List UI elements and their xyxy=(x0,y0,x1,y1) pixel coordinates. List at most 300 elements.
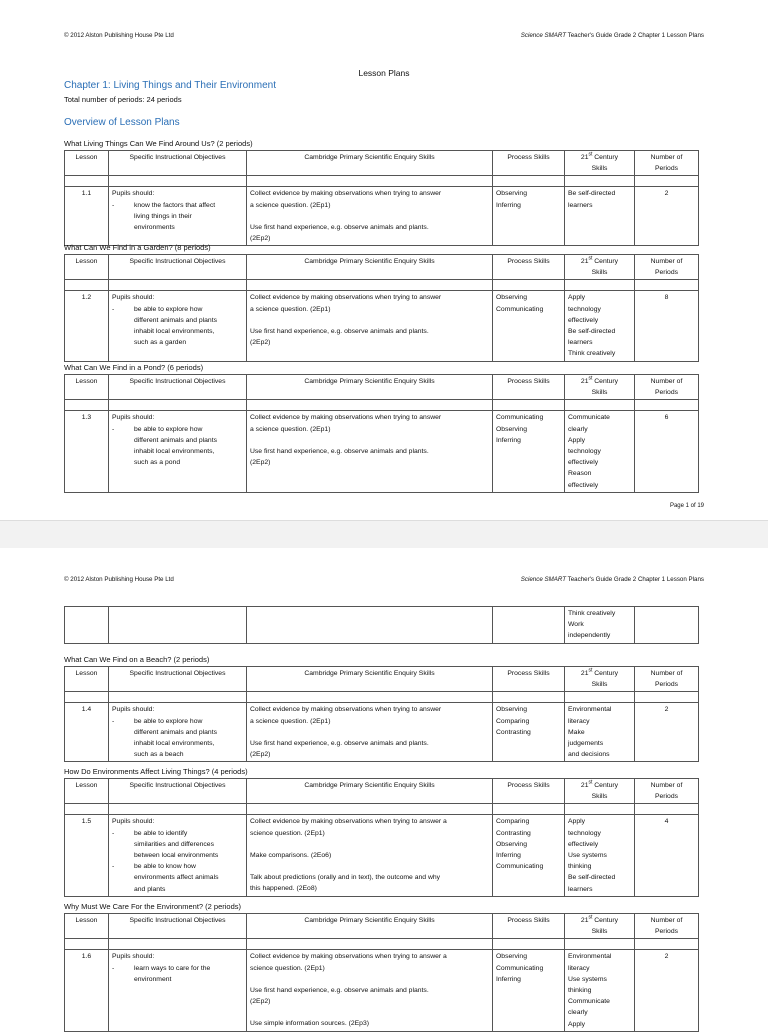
objectives-cell xyxy=(109,411,247,492)
objective-item xyxy=(112,200,243,234)
spacer-cell xyxy=(65,804,109,815)
col-header-enquiry: Cambridge Primary Scientific Enquiry Skills xyxy=(247,667,493,692)
spacer-cell xyxy=(565,692,635,703)
century-header-line2: Skills xyxy=(591,681,608,689)
lesson-table xyxy=(64,374,699,493)
lesson-table xyxy=(64,254,699,362)
periods-header-line2: Periods xyxy=(654,793,679,801)
objectives-cell xyxy=(109,607,247,644)
col-header-periods xyxy=(635,914,699,939)
century-header-line1 xyxy=(568,376,631,387)
process-skill: Communicating xyxy=(496,863,544,871)
spacer-cell xyxy=(493,176,565,187)
objective-line: such as a pond xyxy=(134,459,181,467)
century-skill: effectively xyxy=(568,316,599,324)
century-header-line1 xyxy=(568,152,631,163)
century-skill: Environmental xyxy=(568,706,612,714)
century-cell xyxy=(565,607,635,644)
objectives-cell xyxy=(109,187,247,246)
century-skill: Communicate xyxy=(568,414,610,422)
century-cell xyxy=(565,411,635,492)
chapter-title: Chapter 1: Living Things and Their Environment xyxy=(64,80,276,91)
enquiry-line: Use simple information sources. (2Ep3) xyxy=(250,1020,369,1028)
table-row xyxy=(65,187,699,246)
century-number: 21 xyxy=(580,782,589,789)
century-suffix: st xyxy=(588,375,593,382)
century-suffix: st xyxy=(588,914,593,921)
bullet-dash: - xyxy=(112,717,115,725)
lesson-cell: 1.2 xyxy=(65,291,109,361)
process-skill: Inferring xyxy=(496,436,521,444)
col-header-periods xyxy=(635,667,699,692)
century-header-line2: Skills xyxy=(591,928,608,936)
paragraph-gap xyxy=(250,839,489,850)
enquiry-cell xyxy=(247,607,493,644)
century-skill: effectively xyxy=(568,459,599,467)
objectives-intro: Pupils should: xyxy=(112,294,155,302)
objective-text xyxy=(120,963,243,985)
table-spacer-row xyxy=(65,939,699,950)
enquiry-line: Collect evidence by making observations when trying to answer xyxy=(250,190,442,198)
century-word: Century xyxy=(594,154,619,161)
century-number: 21 xyxy=(580,258,589,265)
enquiry-line: a science question. (2Ep1) xyxy=(250,201,331,209)
table-spacer-row xyxy=(65,400,699,411)
spacer-cell xyxy=(247,176,493,187)
objective-line: different animals and plants xyxy=(134,316,217,324)
periods-cell: 8 xyxy=(635,291,699,361)
spacer-cell xyxy=(493,692,565,703)
century-skill: technology xyxy=(568,305,601,313)
col-header-century xyxy=(565,779,635,804)
col-header-process: Process Skills xyxy=(493,779,565,804)
process-skill: Observing xyxy=(496,190,527,198)
enquiry-line: Collect evidence by making observations when trying to answer xyxy=(250,294,442,302)
spacer-cell xyxy=(493,280,565,291)
col-header-lesson: Lesson xyxy=(65,779,109,804)
table-row xyxy=(65,607,699,644)
col-header-lesson: Lesson xyxy=(65,255,109,280)
section-title: What Can We Find in a Garden? (8 periods) xyxy=(64,243,211,252)
objective-line: environments affect animals xyxy=(134,874,219,882)
table-row xyxy=(65,411,699,492)
header-brand: Science SMART xyxy=(520,576,567,583)
century-skill: Think creatively xyxy=(568,350,616,358)
spacer-cell xyxy=(635,939,699,950)
col-header-process: Process Skills xyxy=(493,255,565,280)
century-header-line1 xyxy=(568,668,631,679)
enquiry-line: Use first hand experience, e.g. observe animals and plants. xyxy=(250,223,429,231)
col-header-process: Process Skills xyxy=(493,914,565,939)
periods-header-line2: Periods xyxy=(654,681,679,689)
section-title: What Can We Find in a Pond? (6 periods) xyxy=(64,363,204,372)
century-skill: Apply xyxy=(568,436,586,444)
col-header-century xyxy=(565,255,635,280)
table-header-row xyxy=(65,914,699,939)
col-header-process: Process Skills xyxy=(493,151,565,176)
spacer-cell xyxy=(109,280,247,291)
bullet-dash: - xyxy=(112,305,115,313)
col-header-objectives: Specific Instructional Objectives xyxy=(109,255,247,280)
objective-line: similarities and differences xyxy=(134,840,214,848)
header-guide-title xyxy=(521,32,704,39)
process-cell xyxy=(493,703,565,762)
century-cell xyxy=(565,703,635,762)
century-skill: Use systems xyxy=(568,852,607,860)
century-skill: thinking xyxy=(568,863,592,871)
table-header-row xyxy=(65,375,699,400)
enquiry-line: Talk about predictions (orally and in text), the outcome and why xyxy=(250,874,441,882)
objectives-cell xyxy=(109,703,247,762)
objective-line: between local environments xyxy=(134,852,219,860)
objective-item xyxy=(112,716,243,761)
section-title: How Do Environments Affect Living Things? (4 periods) xyxy=(64,767,248,776)
century-cell xyxy=(565,815,635,896)
objective-text xyxy=(120,424,243,469)
objective-item xyxy=(112,861,243,895)
process-cell xyxy=(493,291,565,361)
header-guide-rest: Teacher's Guide Grade 2 Chapter 1 Lesson Plans xyxy=(567,576,704,583)
enquiry-cell xyxy=(247,815,493,896)
spacer-cell xyxy=(635,400,699,411)
century-skill: Communicate xyxy=(568,998,610,1006)
periods-header-line1: Number of xyxy=(650,670,683,677)
table-spacer-row xyxy=(65,804,699,815)
century-line: independently xyxy=(568,632,611,640)
enquiry-line: (2Ep2) xyxy=(250,235,271,243)
spacer-cell xyxy=(635,176,699,187)
table-spacer-row xyxy=(65,692,699,703)
century-skill: technology xyxy=(568,448,601,456)
objective-item xyxy=(112,963,243,985)
spacer-cell xyxy=(65,400,109,411)
enquiry-line: Use first hand experience, e.g. observe animals and plants. xyxy=(250,327,429,335)
century-suffix: st xyxy=(588,667,593,674)
objective-line: environment xyxy=(134,975,172,983)
objective-line: such as a garden xyxy=(134,339,187,347)
century-cell xyxy=(565,950,635,1031)
objective-line: be able to know how xyxy=(134,863,196,871)
process-skill: Inferring xyxy=(496,201,521,209)
enquiry-line: a science question. (2Ep1) xyxy=(250,425,331,433)
enquiry-cell xyxy=(247,291,493,361)
doc-title: Lesson Plans xyxy=(358,68,410,78)
century-line: Think creatively xyxy=(568,610,616,617)
spacer-cell xyxy=(109,400,247,411)
century-header-line1 xyxy=(568,915,631,926)
spacer-cell xyxy=(565,176,635,187)
header-copyright: © 2012 Alston Publishing House Pte Ltd xyxy=(64,32,174,39)
spacer-cell xyxy=(109,804,247,815)
page-footer: Page 1 of 19 xyxy=(669,503,704,509)
section-title: What Can We Find on a Beach? (2 periods) xyxy=(64,655,210,664)
paragraph-gap xyxy=(250,315,489,326)
spacer-cell xyxy=(565,804,635,815)
century-skill: learners xyxy=(568,201,593,209)
periods-header-line1: Number of xyxy=(650,258,683,265)
col-header-lesson: Lesson xyxy=(65,914,109,939)
spacer-cell xyxy=(247,280,493,291)
lesson-table xyxy=(64,778,699,897)
overview-title: Overview of Lesson Plans xyxy=(64,117,180,128)
col-header-objectives: Specific Instructional Objectives xyxy=(109,914,247,939)
section-title: What Living Things Can We Find Around Us? (2 periods) xyxy=(64,139,253,148)
spacer-cell xyxy=(565,939,635,950)
century-skill: judgements xyxy=(568,740,604,748)
century-skill: effectively xyxy=(568,840,599,848)
century-skill: clearly xyxy=(568,1009,588,1017)
spacer-cell xyxy=(635,692,699,703)
century-skill: clearly xyxy=(568,425,588,433)
century-word: Century xyxy=(594,782,619,789)
objective-item xyxy=(112,304,243,349)
header-guide-title xyxy=(521,576,704,583)
col-header-century xyxy=(565,914,635,939)
century-skill: learners xyxy=(568,885,593,893)
process-skill: Communicating xyxy=(496,414,544,422)
enquiry-line: Use first hand experience, e.g. observe animals and plants. xyxy=(250,739,429,747)
objective-line: know the factors that affect xyxy=(134,201,216,209)
col-header-objectives: Specific Instructional Objectives xyxy=(109,375,247,400)
table-header-row xyxy=(65,779,699,804)
century-cell xyxy=(565,291,635,361)
bullet-dash: - xyxy=(112,829,115,837)
paragraph-gap xyxy=(250,727,489,738)
table-spacer-row xyxy=(65,176,699,187)
century-skill: Apply xyxy=(568,818,586,826)
process-skill: Contrasting xyxy=(496,728,531,736)
objectives-intro: Pupils should: xyxy=(112,414,155,422)
enquiry-line: (2Ep2) xyxy=(250,751,271,759)
century-skill: Reason xyxy=(568,470,592,478)
objectives-cell xyxy=(109,950,247,1031)
enquiry-cell xyxy=(247,703,493,762)
process-skill: Inferring xyxy=(496,975,521,983)
enquiry-line: a science question. (2Ep1) xyxy=(250,305,331,313)
spacer-cell xyxy=(493,804,565,815)
century-header-line2: Skills xyxy=(591,793,608,801)
objective-line: inhabit local environments, xyxy=(134,740,215,748)
objective-line: inhabit local environments, xyxy=(134,328,215,336)
col-header-enquiry: Cambridge Primary Scientific Enquiry Skills xyxy=(247,151,493,176)
spacer-cell xyxy=(65,692,109,703)
col-header-periods xyxy=(635,255,699,280)
table-row xyxy=(65,703,699,762)
process-cell xyxy=(493,815,565,896)
header-copyright: © 2012 Alston Publishing House Pte Ltd xyxy=(64,576,174,583)
col-header-periods xyxy=(635,779,699,804)
total-periods: Total number of periods: 24 periods xyxy=(64,95,182,104)
objectives-cell xyxy=(109,291,247,361)
col-header-objectives: Specific Instructional Objectives xyxy=(109,667,247,692)
col-header-process: Process Skills xyxy=(493,375,565,400)
spacer-cell xyxy=(247,804,493,815)
objective-line: living things in their xyxy=(134,212,192,220)
enquiry-line: science question. (2Ep1) xyxy=(250,964,325,972)
enquiry-line: Collect evidence by making observations when trying to answer xyxy=(250,414,442,422)
process-skill: Comparing xyxy=(496,717,530,725)
lesson-cell: 1.1 xyxy=(65,187,109,246)
table-spacer-row xyxy=(65,280,699,291)
section-title: Why Must We Care For the Environment? (2 periods) xyxy=(64,902,242,911)
objective-line: such as a beach xyxy=(134,751,184,759)
spacer-cell xyxy=(65,280,109,291)
century-skill: Use systems xyxy=(568,975,607,983)
paragraph-gap xyxy=(250,211,489,222)
century-skill: Apply xyxy=(568,294,586,302)
process-skill: Observing xyxy=(496,425,527,433)
objective-line: be able to identify xyxy=(134,829,188,837)
century-skill: literacy xyxy=(568,964,590,972)
spacer-cell xyxy=(109,692,247,703)
century-suffix: st xyxy=(588,779,593,786)
col-header-enquiry: Cambridge Primary Scientific Enquiry Skills xyxy=(247,914,493,939)
objectives-intro: Pupils should: xyxy=(112,818,155,826)
periods-cell: 6 xyxy=(635,411,699,492)
enquiry-line: Use first hand experience, e.g. observe animals and plants. xyxy=(250,447,429,455)
enquiry-line: this happened. (2Eo8) xyxy=(250,885,317,893)
century-word: Century xyxy=(594,378,619,385)
enquiry-line: Collect evidence by making observations when trying to answer a xyxy=(250,953,447,961)
process-cell xyxy=(493,950,565,1031)
col-header-enquiry: Cambridge Primary Scientific Enquiry Skills xyxy=(247,779,493,804)
paragraph-gap xyxy=(250,1007,489,1018)
enquiry-line: (2Ep2) xyxy=(250,998,271,1006)
century-word: Century xyxy=(594,917,619,924)
lesson-table xyxy=(64,666,699,762)
process-skill: Observing xyxy=(496,706,527,714)
century-skill: literacy xyxy=(568,717,590,725)
enquiry-line: (2Ep2) xyxy=(250,339,271,347)
century-number: 21 xyxy=(580,670,589,677)
enquiry-cell xyxy=(247,950,493,1031)
century-line: Work xyxy=(568,621,584,629)
col-header-century xyxy=(565,667,635,692)
process-cell xyxy=(493,187,565,246)
col-header-objectives: Specific Instructional Objectives xyxy=(109,779,247,804)
document-page-2 xyxy=(0,548,768,1028)
objective-text xyxy=(120,200,243,234)
col-header-lesson: Lesson xyxy=(65,375,109,400)
enquiry-cell xyxy=(247,187,493,246)
table-row xyxy=(65,950,699,1031)
process-skill: Contrasting xyxy=(496,829,531,837)
process-skill: Inferring xyxy=(496,852,521,860)
century-word: Century xyxy=(594,258,619,265)
page-gap xyxy=(0,520,768,550)
objective-line: learn ways to care for the xyxy=(134,964,211,972)
objective-line: be able to explore how xyxy=(134,717,203,725)
spacer-cell xyxy=(65,176,109,187)
enquiry-line: Use first hand experience, e.g. observe animals and plants. xyxy=(250,986,429,994)
objective-text xyxy=(120,716,243,761)
process-skill: Observing xyxy=(496,953,527,961)
bullet-dash: - xyxy=(112,964,115,972)
century-skill: thinking xyxy=(568,987,592,995)
table-row xyxy=(65,815,699,896)
century-skill: Environmental xyxy=(568,953,612,961)
process-skill: Observing xyxy=(496,840,527,848)
col-header-enquiry: Cambridge Primary Scientific Enquiry Skills xyxy=(247,375,493,400)
spacer-cell xyxy=(565,400,635,411)
objective-line: different animals and plants xyxy=(134,728,217,736)
table-header-row xyxy=(65,151,699,176)
spacer-cell xyxy=(247,400,493,411)
process-cell xyxy=(493,411,565,492)
objective-text xyxy=(120,828,243,862)
lesson-cell: 1.3 xyxy=(65,411,109,492)
bullet-dash: - xyxy=(112,201,115,209)
objectives-intro: Pupils should: xyxy=(112,706,155,714)
objectives-cell xyxy=(109,815,247,896)
spacer-cell xyxy=(493,400,565,411)
bullet-dash: - xyxy=(112,863,115,871)
col-header-periods xyxy=(635,151,699,176)
lesson-cell: 1.4 xyxy=(65,703,109,762)
periods-header-line2: Periods xyxy=(654,165,679,173)
periods-header-line1: Number of xyxy=(650,154,683,161)
century-skill: Make xyxy=(568,728,585,736)
century-header-line1 xyxy=(568,780,631,791)
enquiry-line: Make comparisons. (2Eo6) xyxy=(250,851,332,859)
spacer-cell xyxy=(493,939,565,950)
spacer-cell xyxy=(65,939,109,950)
objective-line: be able to explore how xyxy=(134,425,203,433)
table-row xyxy=(65,291,699,361)
periods-cell xyxy=(635,607,699,644)
periods-header-line1: Number of xyxy=(650,917,683,924)
process-skill: Communicating xyxy=(496,305,544,313)
objective-line: environments xyxy=(134,224,175,232)
objective-text xyxy=(120,861,243,895)
objective-item xyxy=(112,828,243,862)
objective-line: different animals and plants xyxy=(134,436,217,444)
lesson-cell: 1.5 xyxy=(65,815,109,896)
col-header-enquiry: Cambridge Primary Scientific Enquiry Skills xyxy=(247,255,493,280)
periods-header-line1: Number of xyxy=(650,782,683,789)
periods-header-line1: Number of xyxy=(650,378,683,385)
century-skill: Apply xyxy=(568,1020,586,1028)
enquiry-line: science question. (2Ep1) xyxy=(250,829,325,837)
periods-header-line2: Periods xyxy=(654,389,679,397)
col-header-century xyxy=(565,151,635,176)
lesson-cell: 1.6 xyxy=(65,950,109,1031)
enquiry-line: Collect evidence by making observations when trying to answer a xyxy=(250,818,447,826)
objectives-intro: Pupils should: xyxy=(112,190,155,198)
lesson-table xyxy=(64,150,699,246)
century-skill: Be self-directed xyxy=(568,190,616,198)
century-suffix: st xyxy=(588,255,593,262)
enquiry-line: Collect evidence by making observations when trying to answer xyxy=(250,706,442,714)
century-header-line2: Skills xyxy=(591,389,608,397)
century-skill: Be self-directed xyxy=(568,874,616,882)
spacer-cell xyxy=(635,280,699,291)
periods-cell: 4 xyxy=(635,815,699,896)
process-skill: Comparing xyxy=(496,818,530,826)
enquiry-line: (2Ep2) xyxy=(250,459,271,467)
paragraph-gap xyxy=(250,974,489,985)
objective-line: be able to explore how xyxy=(134,305,203,313)
objective-line: inhabit local environments, xyxy=(134,448,215,456)
table-header-row xyxy=(65,667,699,692)
spacer-cell xyxy=(109,939,247,950)
bullet-dash: - xyxy=(112,425,115,433)
century-skill: effectively xyxy=(568,481,599,489)
spacer-cell xyxy=(635,804,699,815)
periods-cell: 2 xyxy=(635,950,699,1031)
header-guide-rest: Teacher's Guide Grade 2 Chapter 1 Lesson Plans xyxy=(567,32,704,39)
periods-cell: 2 xyxy=(635,187,699,246)
